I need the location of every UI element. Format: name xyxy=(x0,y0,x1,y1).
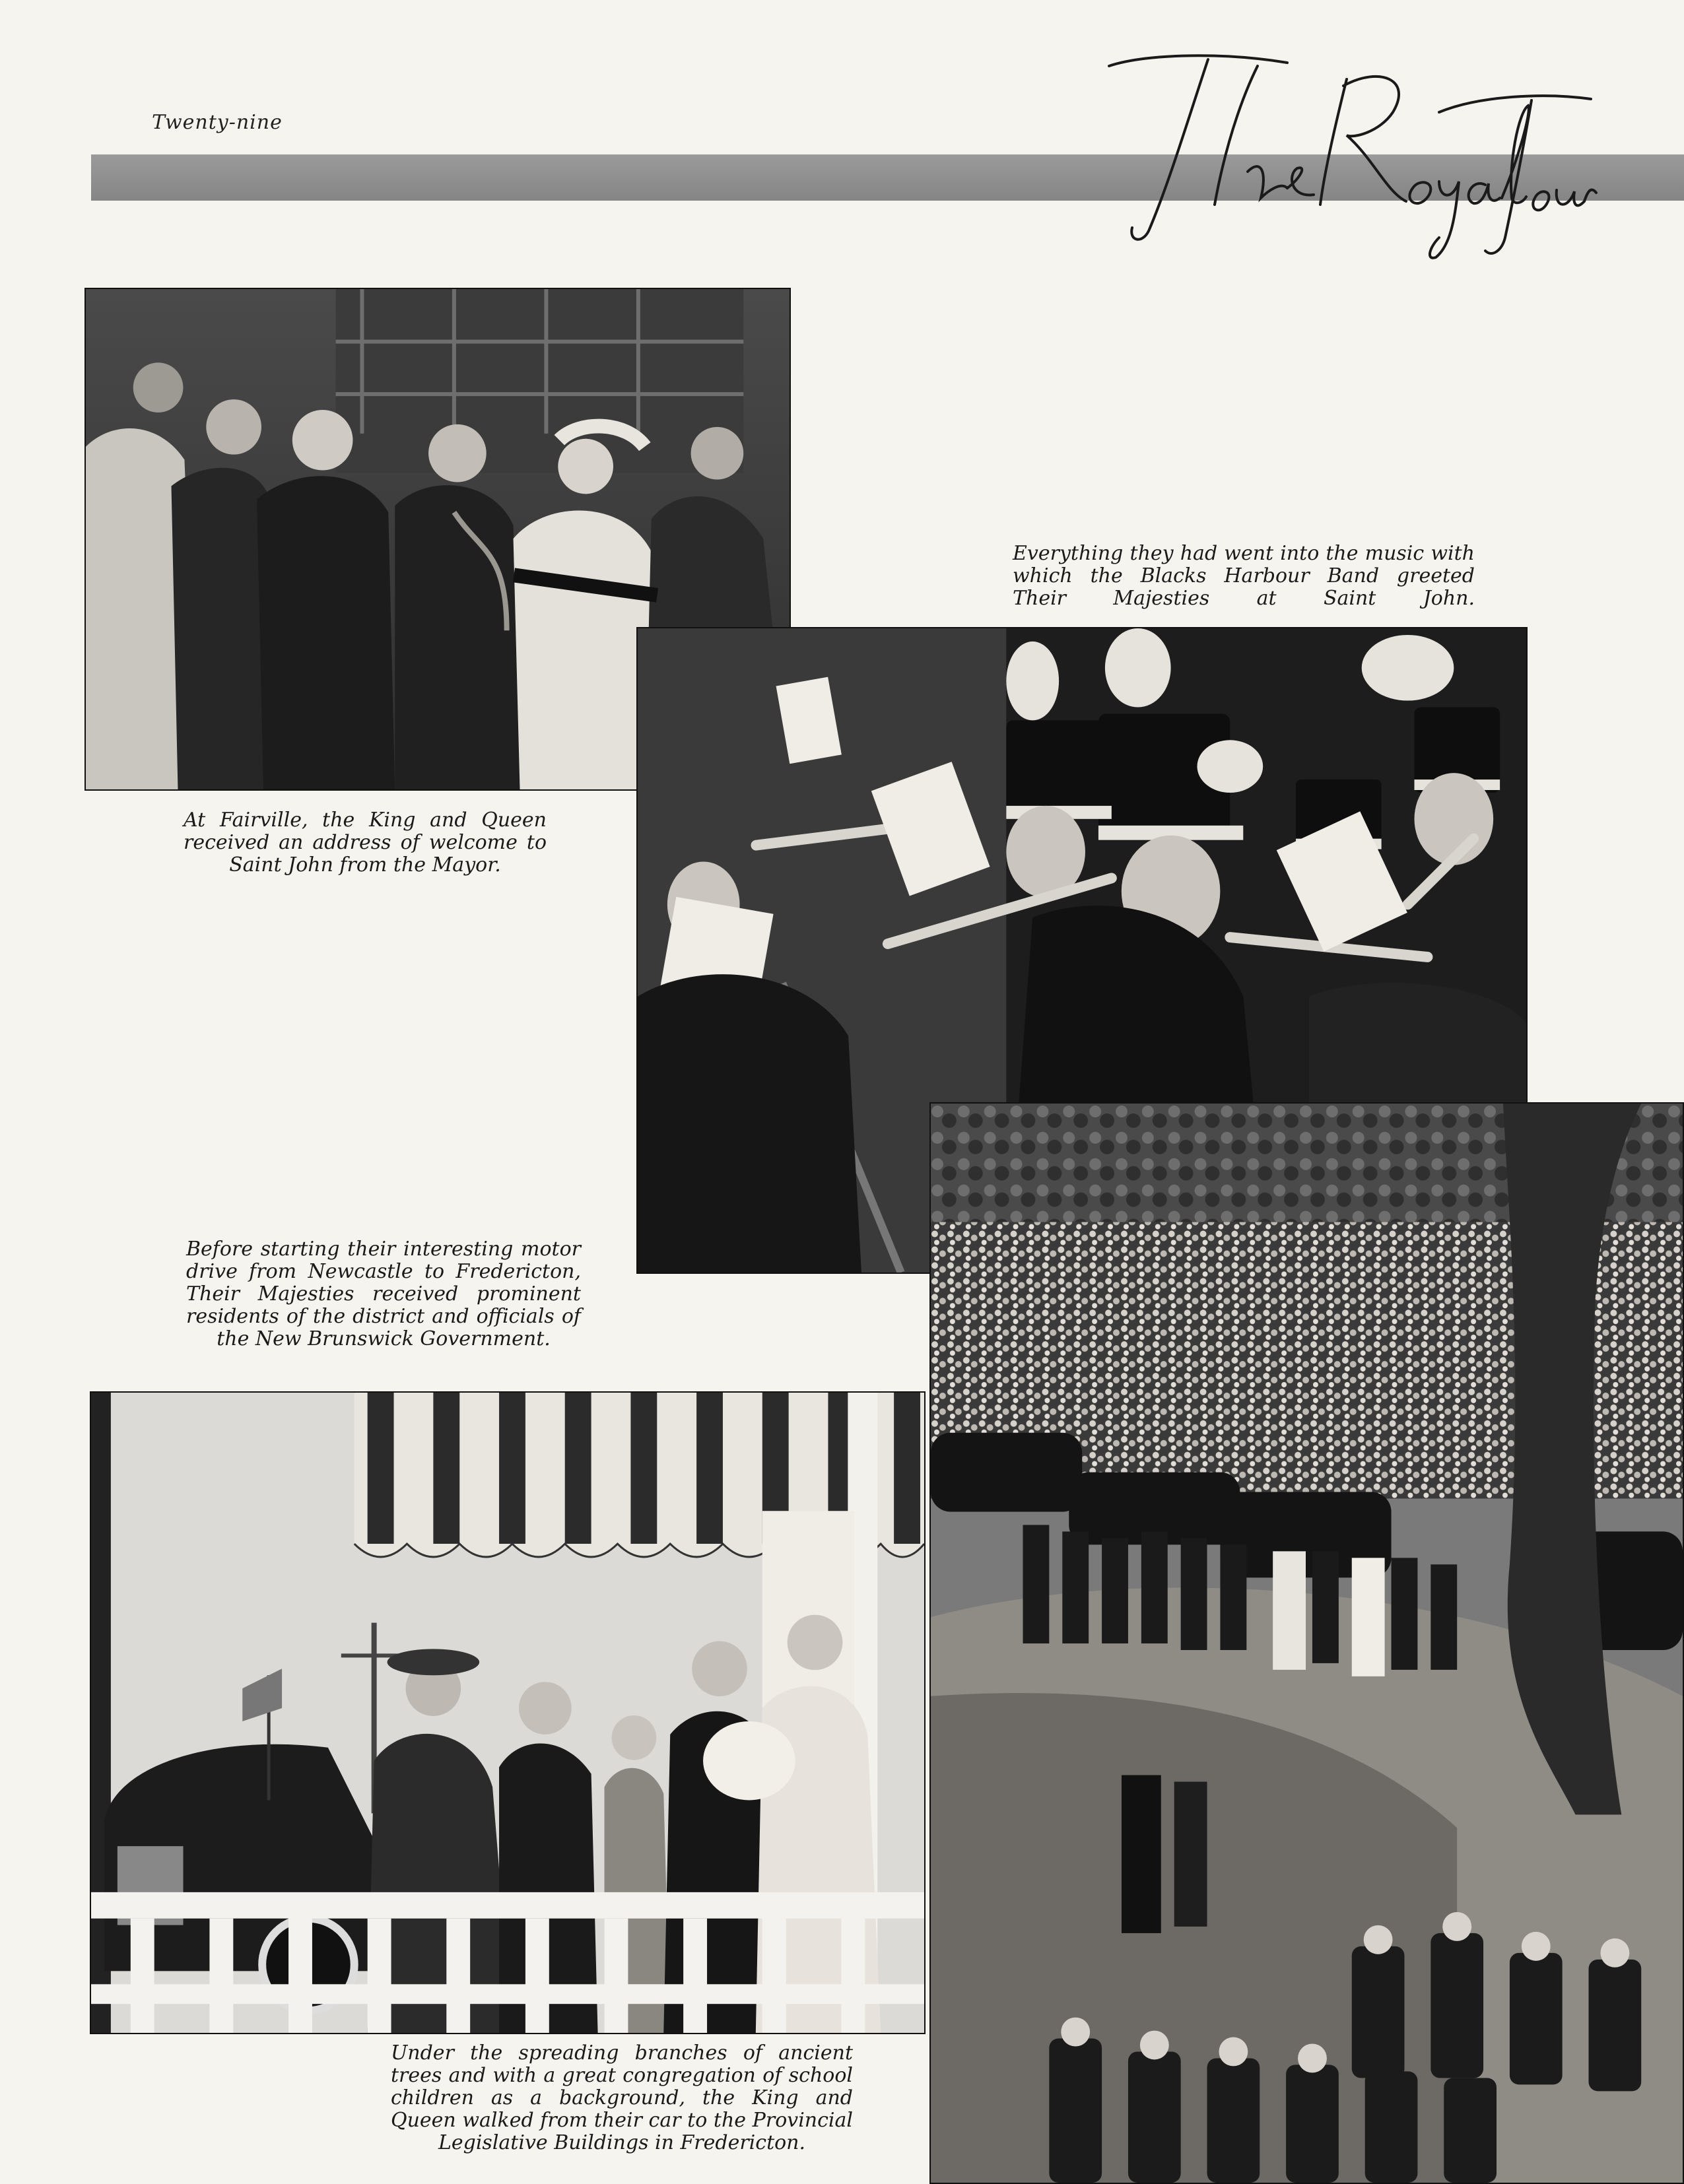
page-number: Twenty-nine xyxy=(152,111,283,134)
caption-fredericton: Under the spreading branches of ancient trees and with a great congregation of school children as a background, the King and Queen walked from their car to the Provincial Legislative Buildings in Fredericton. xyxy=(391,2041,853,2154)
caption-blacks-harbour-band: Everything they had went into the music with which the Blacks Harbour Band greeted Their Majesties at Saint John. xyxy=(1013,542,1475,610)
caption-newcastle: Before starting their interesting motor drive from Newcastle to Fredericton, Their Majesties received prominent residents of the district and officials of the New Brunswick Government. xyxy=(186,1238,581,1350)
page-title xyxy=(1069,40,1598,277)
photo-fredericton-crowd xyxy=(929,1102,1684,2184)
caption-fairville: At Fairville, the King and Queen received an address of welcome to Saint John from the Mayor. xyxy=(184,809,547,877)
photo-newcastle-reception xyxy=(90,1391,926,2034)
